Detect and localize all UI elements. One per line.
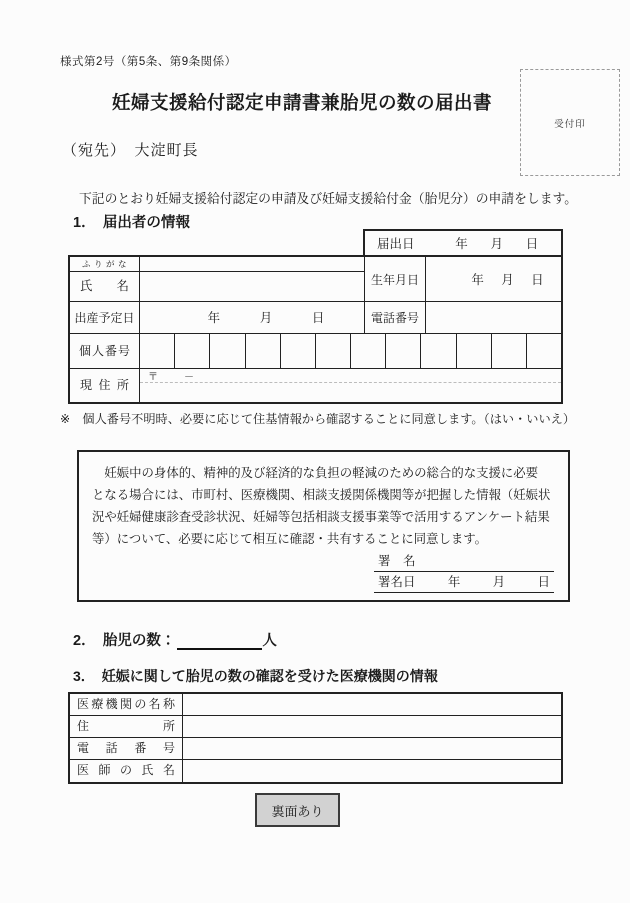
table-row-personal-number — [70, 333, 561, 368]
phone-label: 電話番号 — [365, 302, 426, 333]
consent-box — [77, 450, 570, 602]
month-label: 月 — [501, 273, 514, 287]
personal-number-cell — [281, 334, 316, 368]
section2-heading — [73, 629, 277, 650]
postal-mark: 〒 — [148, 372, 158, 383]
year-label: 年 — [207, 311, 221, 326]
birth-date-label: 生年月日 — [365, 257, 426, 301]
postal-separator: － — [184, 372, 194, 383]
table-row-expected-date — [70, 302, 364, 333]
personal-number-cell — [351, 334, 386, 368]
fetus-count-label: 2． 胎児の数： — [73, 633, 176, 649]
consent-text-line: となる場合には、市町村、医療機関、相談支援関係機関等が把握した情報（妊娠状 — [92, 488, 551, 502]
table-row-name — [70, 272, 364, 302]
month-label: 月 — [259, 311, 273, 326]
table-row-furigana — [70, 257, 364, 272]
address-field — [140, 369, 561, 402]
medical-phone-label: 電話番号 — [70, 738, 183, 759]
intro-text: 下記のとおり妊婦支援給付認定の申請及び妊婦支援給付金（胎児分）の申請をします。 — [79, 191, 578, 206]
notification-date-box — [363, 229, 563, 255]
applicant-table — [68, 255, 563, 404]
reception-stamp-box — [520, 69, 620, 176]
month-label: 月 — [490, 237, 504, 251]
expected-birth-date-label: 出産予定日 — [70, 302, 140, 333]
form-title: 妊婦支援給付認定申請書兼胎児の数の届出書 — [112, 92, 493, 113]
medical-address-field — [183, 716, 561, 737]
year-label: 年 — [455, 237, 468, 251]
medical-name-field — [183, 694, 561, 715]
signature-date-label: 署名日 — [378, 575, 416, 589]
personal-number-cell — [492, 334, 527, 368]
expected-birth-date-field — [140, 302, 364, 333]
furigana-field — [140, 257, 364, 271]
table-row — [70, 694, 561, 716]
consent-text-line: 等）について、必要に応じて相互に確認・共有することに同意します。 — [92, 532, 488, 546]
personal-number-cell — [527, 334, 561, 368]
section1-heading: 1． 届出者の情報 — [73, 215, 190, 231]
personal-number-cell — [386, 334, 421, 368]
personal-number-cell — [210, 334, 245, 368]
personal-number-label: 個人番号 — [70, 334, 140, 368]
notification-date-field — [415, 234, 561, 252]
birth-date-field — [426, 257, 561, 301]
month-label: 月 — [492, 575, 506, 589]
form-number: 様式第2号（第5条、第9条関係） — [60, 56, 237, 68]
personal-number-note: ※ 個人番号不明時、必要に応じて住基情報から確認することに同意します。（はい・いいえ） — [60, 412, 576, 426]
signature-field — [374, 551, 554, 572]
fetus-count-unit: 人 — [262, 633, 277, 649]
medical-address-label: 住所 — [70, 716, 183, 737]
personal-number-cell — [457, 334, 492, 368]
reception-stamp-label: 受付印 — [554, 118, 586, 130]
year-label: 年 — [447, 575, 461, 589]
furigana-label: ふりがな — [70, 257, 140, 271]
personal-number-cell — [175, 334, 210, 368]
signature-block — [374, 551, 554, 593]
day-label: 日 — [537, 575, 550, 589]
table-row — [70, 738, 561, 760]
table-row — [70, 760, 561, 782]
consent-text-line: 妊娠中の身体的、精神的及び経済的な負担の軽減のための総合的な支援に必要 — [92, 466, 539, 480]
signature-date-field — [374, 572, 554, 593]
addressee-text: （宛先） 大淀町長 — [62, 142, 199, 159]
day-label: 日 — [311, 311, 325, 326]
doctor-name-field — [183, 760, 561, 782]
personal-number-field — [140, 334, 561, 368]
table-row-birth-date — [365, 257, 561, 302]
postal-code-row — [140, 369, 561, 383]
notification-date-label: 届出日 — [377, 237, 415, 251]
back-side-note — [255, 793, 340, 827]
fetus-count-blank-field — [177, 635, 262, 650]
personal-number-cell — [140, 334, 175, 368]
day-label: 日 — [531, 273, 544, 287]
signature-label: 署 名 — [378, 554, 416, 568]
phone-field — [426, 302, 561, 333]
table-row — [70, 716, 561, 738]
section3-heading: 3． 妊娠に関して胎児の数の確認を受けた医療機関の情報 — [73, 668, 438, 684]
back-side-note-label: 裏面あり — [271, 803, 324, 819]
table-row-phone — [365, 302, 561, 333]
name-field — [140, 272, 364, 301]
medical-name-label: 医療機関の名称 — [70, 694, 183, 715]
table-row-address — [70, 368, 561, 402]
address-label: 現住所 — [70, 369, 140, 402]
personal-number-cell — [246, 334, 281, 368]
personal-number-cell — [421, 334, 456, 368]
consent-text-line: 況や妊婦健康診査受診状況、妊婦等包括相談支援事業等で活用するアンケート結果 — [92, 510, 550, 524]
year-label: 年 — [471, 273, 484, 287]
doctor-name-label: 医師の氏名 — [70, 760, 183, 782]
day-label: 日 — [525, 237, 539, 251]
personal-number-cell — [316, 334, 351, 368]
medical-institution-table — [68, 692, 563, 784]
address-blank-area — [140, 383, 561, 402]
name-label: 氏名 — [70, 272, 140, 301]
medical-phone-field — [183, 738, 561, 759]
